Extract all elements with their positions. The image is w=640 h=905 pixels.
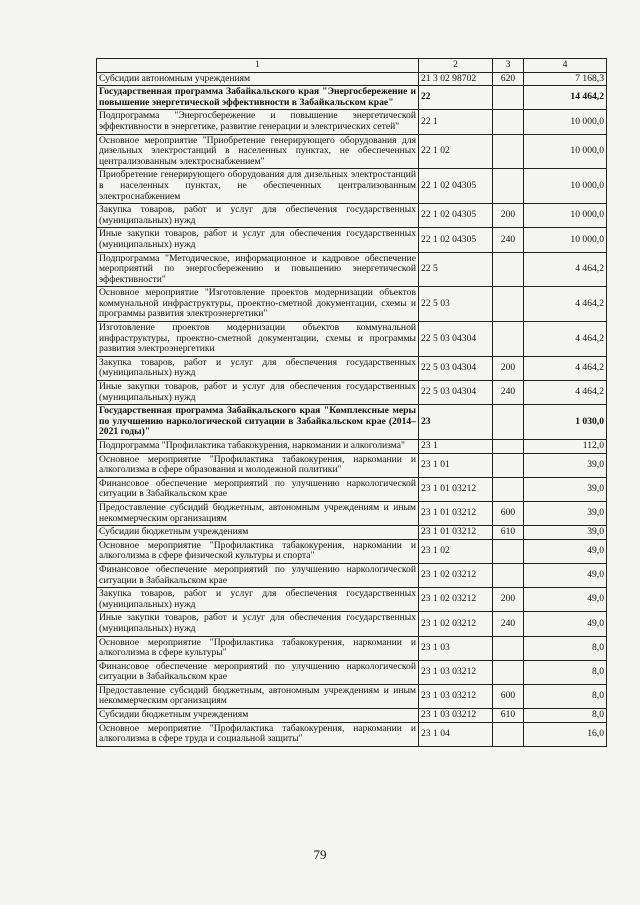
row-vr-cell: 600 <box>493 501 524 525</box>
row-name-cell: Государственная программа Забайкальского края "Энергосбережение и повышение энергетической эффективности в Забайкальском крае" <box>97 86 419 110</box>
row-sum-cell: 10 000,0 <box>524 204 607 228</box>
table-row <box>97 356 607 380</box>
row-code-cell: 22 5 <box>419 252 493 287</box>
table-row <box>97 612 607 636</box>
row-sum-cell: 8,0 <box>524 660 607 684</box>
row-vr-cell <box>493 539 524 563</box>
row-code-cell: 22 5 03 <box>419 287 493 322</box>
row-code-cell: 22 1 02 04305 <box>419 204 493 228</box>
table-row <box>97 134 607 169</box>
row-code-cell: 23 1 02 03212 <box>419 563 493 587</box>
row-name-cell: Подпрограмма "Профилактика табакокурения, наркомании и алкоголизма" <box>97 440 419 454</box>
row-code-cell: 22 1 02 <box>419 134 493 169</box>
row-code-cell: 22 1 02 04305 <box>419 169 493 204</box>
table-row <box>97 287 607 322</box>
row-vr-cell: 200 <box>493 356 524 380</box>
row-sum-cell: 14 464,2 <box>524 86 607 110</box>
table-row <box>97 110 607 134</box>
row-name-cell: Закупка товаров, работ и услуг для обеспечения государственных (муниципальных) нужд <box>97 204 419 228</box>
row-sum-cell: 10 000,0 <box>524 228 607 252</box>
table-row <box>97 588 607 612</box>
row-vr-cell <box>493 477 524 501</box>
row-sum-cell: 10 000,0 <box>524 169 607 204</box>
row-sum-cell: 112,0 <box>524 440 607 454</box>
row-name-cell: Финансовое обеспечение мероприятий по улучшению наркологической ситуации в Забайкальском крае <box>97 660 419 684</box>
row-sum-cell: 49,0 <box>524 588 607 612</box>
row-name-cell: Иные закупки товаров, работ и услуг для обеспечения государственных (муниципальных) нужд <box>97 612 419 636</box>
row-sum-cell: 7 168,3 <box>524 72 607 86</box>
row-sum-cell: 16,0 <box>524 722 607 746</box>
table-row <box>97 501 607 525</box>
row-name-cell: Финансовое обеспечение мероприятий по улучшению наркологической ситуации в Забайкальском крае <box>97 563 419 587</box>
row-name-cell: Иные закупки товаров, работ и услуг для обеспечения государственных (муниципальных) нужд <box>97 228 419 252</box>
row-name-cell: Основное мероприятие "Профилактика табакокурения, наркомании и алкоголизма в сфере труда и социальной защиты" <box>97 722 419 746</box>
row-vr-cell <box>493 660 524 684</box>
row-name-cell: Приобретение генерирующего оборудования для дизельных электростанций в населенных пунктах, не обеспеченных централизованным электроснабжением <box>97 169 419 204</box>
row-sum-cell: 10 000,0 <box>524 110 607 134</box>
row-vr-cell <box>493 134 524 169</box>
row-sum-cell: 4 464,2 <box>524 252 607 287</box>
header-col-4: 4 <box>524 59 607 73</box>
table-row <box>97 72 607 86</box>
table-row <box>97 169 607 204</box>
row-vr-cell <box>493 252 524 287</box>
row-name-cell: Предоставление субсидий бюджетным, автономным учреждениям и иным некоммерческим организациям <box>97 501 419 525</box>
row-code-cell: 23 1 03 <box>419 636 493 660</box>
row-sum-cell: 39,0 <box>524 453 607 477</box>
row-sum-cell: 1 030,0 <box>524 405 607 440</box>
row-name-cell: Основное мероприятие "Профилактика табакокурения, наркомании и алкоголизма в сфере культуры" <box>97 636 419 660</box>
table-row <box>97 322 607 357</box>
row-sum-cell: 49,0 <box>524 539 607 563</box>
row-sum-cell: 4 464,2 <box>524 287 607 322</box>
row-name-cell: Основное мероприятие "Профилактика табакокурения, наркомании и алкоголизма в сфере физической культуры и спорта" <box>97 539 419 563</box>
row-name-cell: Субсидии автономным учреждениям <box>97 72 419 86</box>
row-code-cell: 22 5 03 04304 <box>419 356 493 380</box>
row-vr-cell: 240 <box>493 228 524 252</box>
row-sum-cell: 8,0 <box>524 636 607 660</box>
row-sum-cell: 8,0 <box>524 709 607 723</box>
table-row <box>97 86 607 110</box>
row-name-cell: Закупка товаров, работ и услуг для обеспечения государственных (муниципальных) нужд <box>97 356 419 380</box>
row-vr-cell <box>493 405 524 440</box>
row-sum-cell: 4 464,2 <box>524 356 607 380</box>
table-row <box>97 381 607 405</box>
row-sum-cell: 4 464,2 <box>524 381 607 405</box>
row-name-cell: Подпрограмма "Энергосбережение и повышение энергетической эффективности в энергетике, развитие генерации и электрических сетей" <box>97 110 419 134</box>
row-name-cell: Подпрограмма "Методическое, информационное и кадровое обеспечение мероприятий по энергосбережению и повышению энергетической эффективности" <box>97 252 419 287</box>
table-row <box>97 539 607 563</box>
row-name-cell: Основное мероприятие "Изготовление проектов модернизации объектов коммунальной инфраструктуры, проектно-сметной документации, схемы и программы развития электроэнергетики" <box>97 287 419 322</box>
header-col-3: 3 <box>493 59 524 73</box>
table-header-row <box>97 59 607 73</box>
row-vr-cell <box>493 287 524 322</box>
row-name-cell: Основное мероприятие "Приобретение генерирующего оборудования для дизельных электростанций в населенных пунктах, не обеспеченных централизованным электроснабжением" <box>97 134 419 169</box>
row-sum-cell: 49,0 <box>524 612 607 636</box>
row-code-cell: 23 1 04 <box>419 722 493 746</box>
row-code-cell: 23 <box>419 405 493 440</box>
table-body <box>97 72 607 746</box>
budget-table-container <box>96 58 606 747</box>
table-row <box>97 660 607 684</box>
row-name-cell: Государственная программа Забайкальского края "Комплексные меры по улучшению наркологической ситуации в Забайкальском крае (2014–2021 годы)" <box>97 405 419 440</box>
table-row <box>97 684 607 708</box>
row-sum-cell: 49,0 <box>524 563 607 587</box>
row-vr-cell: 610 <box>493 709 524 723</box>
header-col-1: 1 <box>97 59 419 73</box>
table-row <box>97 252 607 287</box>
row-vr-cell: 240 <box>493 381 524 405</box>
row-code-cell: 23 1 02 03212 <box>419 612 493 636</box>
row-code-cell: 22 5 03 04304 <box>419 322 493 357</box>
row-name-cell: Иные закупки товаров, работ и услуг для обеспечения государственных (муниципальных) нужд <box>97 381 419 405</box>
row-vr-cell <box>493 322 524 357</box>
row-sum-cell: 39,0 <box>524 526 607 540</box>
row-vr-cell <box>493 86 524 110</box>
table-row <box>97 204 607 228</box>
table-row <box>97 440 607 454</box>
row-vr-cell: 200 <box>493 588 524 612</box>
row-name-cell: Изготовление проектов модернизации объектов коммунальной инфраструктуры, проектно-сметной документации, схемы и программы развития электроэнергетики <box>97 322 419 357</box>
row-vr-cell <box>493 453 524 477</box>
row-vr-cell: 600 <box>493 684 524 708</box>
row-code-cell: 23 1 03 03212 <box>419 660 493 684</box>
row-vr-cell: 200 <box>493 204 524 228</box>
row-name-cell: Закупка товаров, работ и услуг для обеспечения государственных (муниципальных) нужд <box>97 588 419 612</box>
row-sum-cell: 4 464,2 <box>524 322 607 357</box>
table-row <box>97 563 607 587</box>
row-code-cell: 23 1 01 03212 <box>419 477 493 501</box>
row-code-cell: 22 1 <box>419 110 493 134</box>
row-vr-cell: 240 <box>493 612 524 636</box>
row-sum-cell: 8,0 <box>524 684 607 708</box>
row-name-cell: Субсидии бюджетным учреждениям <box>97 526 419 540</box>
table-row <box>97 453 607 477</box>
header-col-2: 2 <box>419 59 493 73</box>
table-row <box>97 526 607 540</box>
row-name-cell: Основное мероприятие "Профилактика табакокурения, наркомании и алкоголизма в сфере образования и молодежной политики" <box>97 453 419 477</box>
row-code-cell: 23 1 01 <box>419 453 493 477</box>
row-name-cell: Финансовое обеспечение мероприятий по улучшению наркологической ситуации в Забайкальском крае <box>97 477 419 501</box>
table-row <box>97 228 607 252</box>
row-name-cell: Субсидии бюджетным учреждениям <box>97 709 419 723</box>
row-code-cell: 22 5 03 04304 <box>419 381 493 405</box>
row-sum-cell: 10 000,0 <box>524 134 607 169</box>
row-name-cell: Предоставление субсидий бюджетным, автономным учреждениям и иным некоммерческим организациям <box>97 684 419 708</box>
row-vr-cell <box>493 169 524 204</box>
row-code-cell: 23 1 03 03212 <box>419 684 493 708</box>
row-code-cell: 23 1 03 03212 <box>419 709 493 723</box>
table-row <box>97 405 607 440</box>
page-number: 79 <box>313 847 327 862</box>
row-vr-cell: 620 <box>493 72 524 86</box>
row-vr-cell <box>493 110 524 134</box>
row-code-cell: 23 1 <box>419 440 493 454</box>
row-sum-cell: 39,0 <box>524 477 607 501</box>
row-code-cell: 22 1 02 04305 <box>419 228 493 252</box>
row-code-cell: 21 3 02 98702 <box>419 72 493 86</box>
row-vr-cell <box>493 636 524 660</box>
table-row <box>97 477 607 501</box>
row-code-cell: 23 1 02 <box>419 539 493 563</box>
table-row <box>97 709 607 723</box>
row-sum-cell: 39,0 <box>524 501 607 525</box>
table-row <box>97 636 607 660</box>
table-row <box>97 722 607 746</box>
row-code-cell: 23 1 01 03212 <box>419 526 493 540</box>
row-vr-cell <box>493 722 524 746</box>
row-vr-cell <box>493 563 524 587</box>
row-code-cell: 23 1 02 03212 <box>419 588 493 612</box>
row-code-cell: 23 1 01 03212 <box>419 501 493 525</box>
row-vr-cell: 610 <box>493 526 524 540</box>
row-vr-cell <box>493 440 524 454</box>
row-code-cell: 22 <box>419 86 493 110</box>
budget-table <box>96 58 607 747</box>
